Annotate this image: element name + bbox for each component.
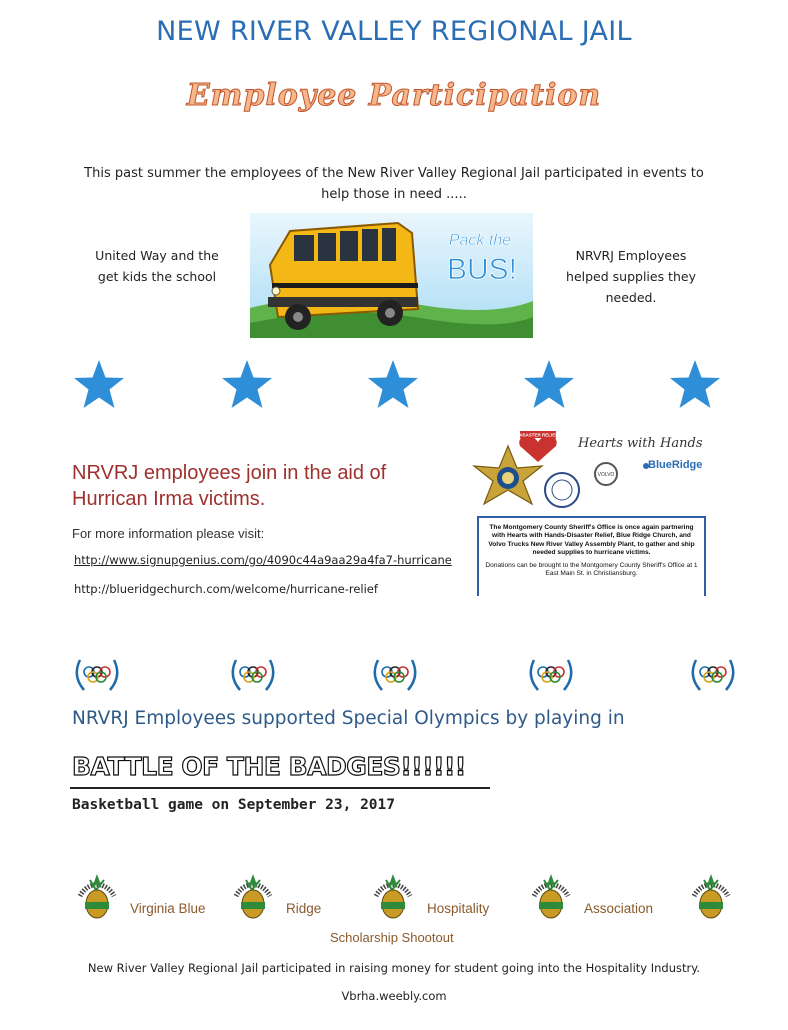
vbrha-pineapple-logo-icon (526, 866, 576, 930)
star-icon (220, 358, 274, 410)
volvo-logo-icon (595, 463, 617, 485)
signupgenius-link[interactable]: http://www.signupgenius.com/go/4090c44a9aa29a4fa7-hurricane (74, 553, 452, 567)
battle-of-the-badges-heading: BATTLE OF THE BADGES!!!!!! (72, 752, 466, 781)
bus-caption-line1: Pack the (448, 232, 512, 249)
star-icon (522, 358, 576, 410)
vbrha-word-2: Ridge (286, 901, 322, 916)
bus-left-text: United Way and the get kids the school (95, 248, 219, 284)
church-seal-icon (545, 473, 579, 507)
vbrha-word-3: Hospitality (427, 901, 490, 916)
page-subtitle: Employee Participation (186, 78, 602, 113)
page-title: NEW RIVER VALLEY REGIONAL JAIL (156, 16, 632, 47)
irma-heading: NRVRJ employees join in the aid of Hurrican Irma victims. (72, 462, 387, 510)
vbrha-word-1: Virginia Blue (130, 901, 206, 916)
irma-info-label: For more information please visit: (72, 526, 265, 541)
bus-caption-line2: BUS! (446, 253, 518, 286)
footer-text: New River Valley Regional Jail participated in raising money for student going into the Hospitality Industry. (87, 961, 701, 975)
hearts-with-hands-logo (518, 431, 558, 462)
flyer-text-box (477, 516, 706, 596)
olympic-rings-icon (74, 654, 120, 696)
intro-text: This past summer the employees of the New River Valley Regional Jail participated in events to help those in need ..... (84, 166, 704, 202)
volvo-text: VOLVO (597, 472, 615, 478)
star-icon (668, 358, 722, 410)
battle-underline (70, 787, 490, 789)
vbrha-pineapple-logo-icon (72, 866, 122, 930)
blueridge-text: BlueRidge (648, 459, 703, 471)
badge-text: DISASTER RELIEF (517, 432, 559, 438)
vbrha-website-link[interactable]: Vbrha.weebly.com (341, 989, 447, 1003)
flyer-box-text: The Montgomery County Sheriff's Office is once again partnering with Hearts with Hands-Disaster Relief, Blue Ridge Church, and Volvo Trucks New River Valley Assembly Plant, to gather and ship needed supplies to hurricane victims. (488, 524, 695, 557)
olympic-rings-icon (528, 654, 574, 696)
basketball-game-date: Basketball game on September 23, 2017 (72, 797, 396, 813)
olympic-rings-icon (230, 654, 276, 696)
school-bus-icon (268, 223, 418, 330)
blueridgechurch-link[interactable]: http://blueridgechurch.com/welcome/hurricane-relief (74, 582, 378, 596)
olympic-rings-icon (372, 654, 418, 696)
hearts-with-hands-text: Hearts with Hands (578, 436, 703, 451)
olympic-rings-icon (690, 654, 736, 696)
flyer-box-text2: Donations can be brought to the Montgomery County Sheriff's Office at 1 East Main St. in Christiansburg. (485, 561, 698, 578)
scholarship-shootout-text: Scholarship Shootout (330, 930, 454, 945)
pack-the-bus-image (250, 213, 533, 338)
vbrha-pineapple-logo-icon (228, 866, 278, 930)
vbrha-pineapple-logo-icon (686, 866, 736, 930)
vbrha-word-4: Association (584, 901, 654, 916)
bus-right-text: NRVRJ Employees helped supplies they needed. (566, 248, 696, 305)
vbrha-pineapple-logo-icon (368, 866, 418, 930)
star-icon (72, 358, 126, 410)
special-olympics-text: NRVRJ Employees supported Special Olympics by playing in (72, 708, 625, 729)
star-icon (366, 358, 420, 410)
